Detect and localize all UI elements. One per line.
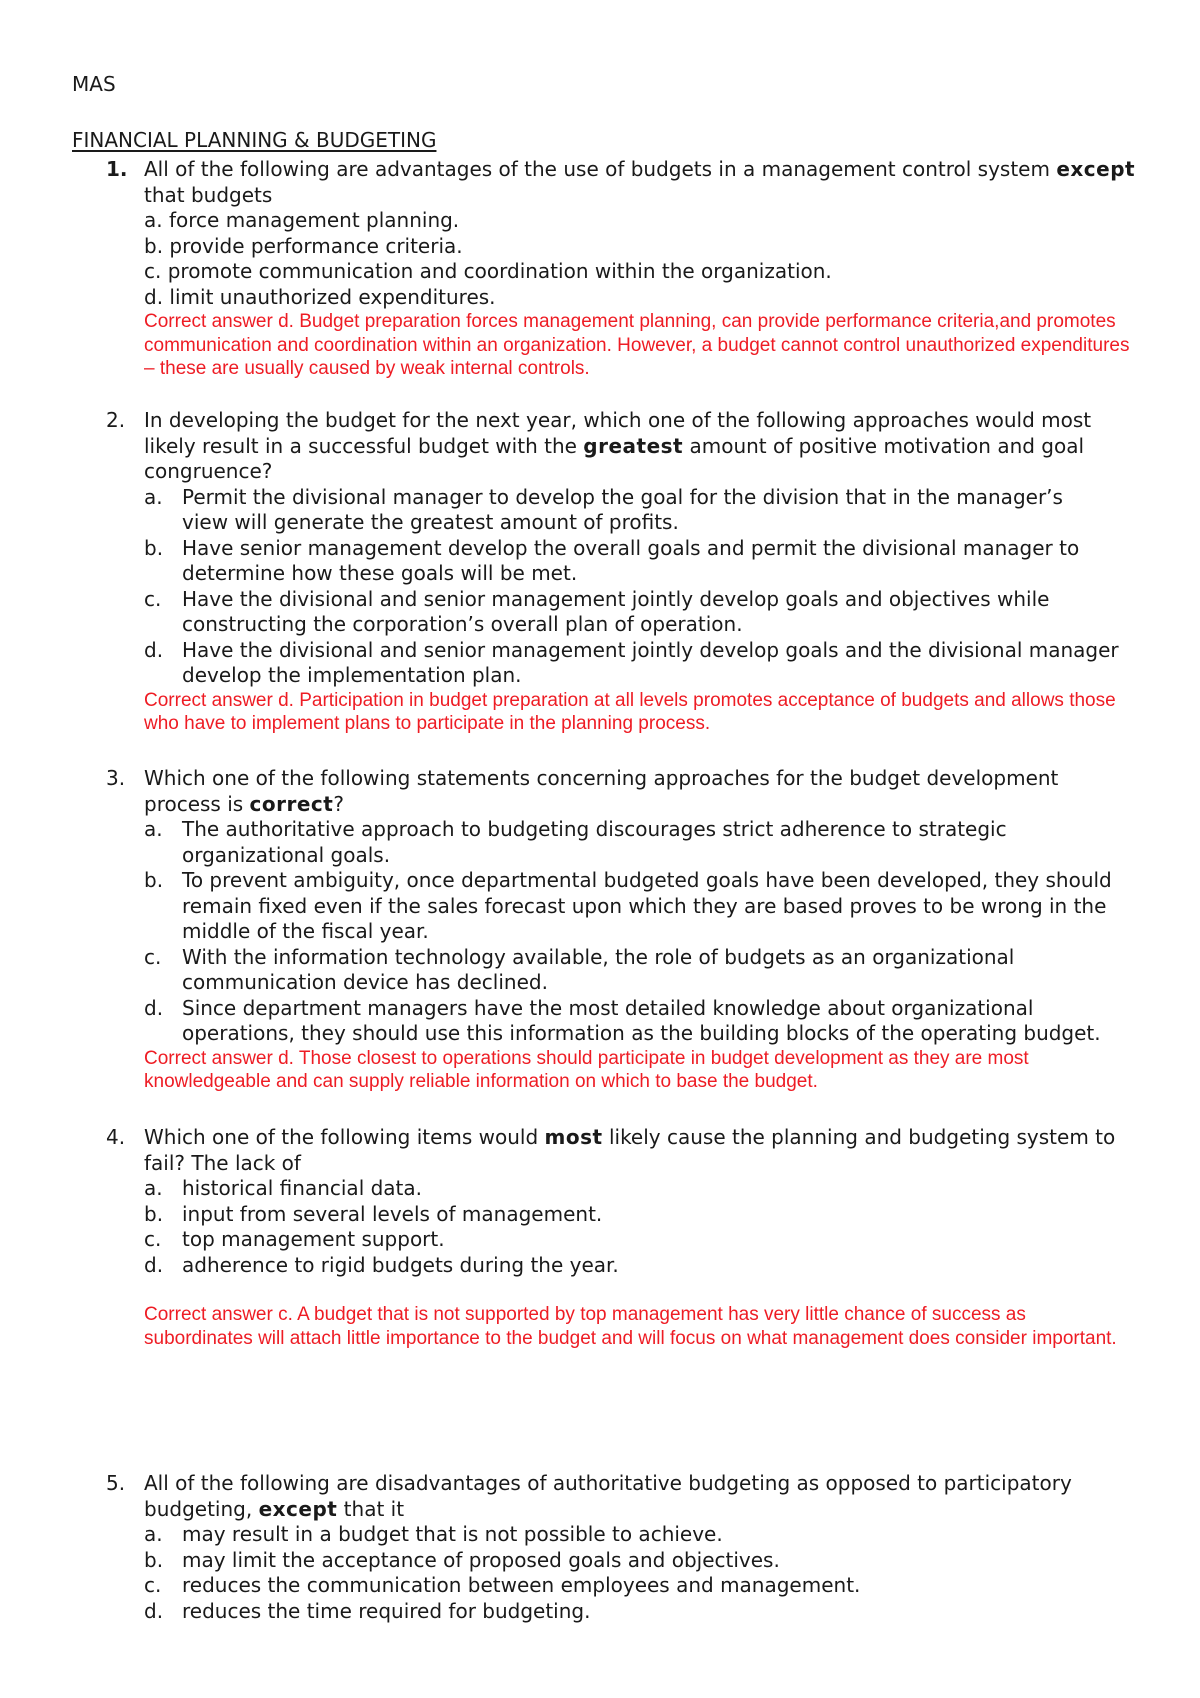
correct-answer: Correct answer d. Those closest to operations should participate in budget development as they are most knowledgeable and can supply reliable information on which to base the budget. [144, 1047, 1029, 1092]
question-number: 4. [106, 1125, 126, 1149]
option-b: b. To prevent ambiguity, once departmental budgeted goals have been developed, they should remain fixed even if the sales forecast upon which they are based proves to be wrong in the middle of the fiscal year. [144, 868, 1112, 943]
option-d: d. Since department managers have the most detailed knowledge about organizational operations, they should use this information as the building blocks of the operating budget. [144, 995, 1101, 1045]
option-a: a. may result in a budget that is not possible to achieve. [144, 1522, 723, 1546]
question-1 [106, 157, 1136, 381]
option-b: b. input from several levels of management. [144, 1201, 603, 1226]
document-header: MAS [72, 72, 116, 96]
option-letter: b. [144, 868, 164, 892]
option-c: c. top management support. [144, 1227, 445, 1251]
option-a: a. force management planning. [144, 208, 460, 232]
option-letter: b. [144, 1547, 164, 1572]
option-b: b. may limit the acceptance of proposed goals and objectives. [144, 1547, 780, 1572]
option-letter: a. [144, 1522, 163, 1546]
option-a: a. Permit the divisional manager to develop the goal for the division that in the manager’s view will generate the greatest amount of profits. [144, 484, 1063, 534]
option-letter: d. [144, 1252, 164, 1277]
option-c: c. With the information technology available, the role of budgets as an organizational communication device has declined. [144, 944, 1015, 994]
option-c: c. Have the divisional and senior management jointly develop goals and objectives while constructing the corporation’s overall plan of operation. [144, 586, 1050, 636]
correct-answer: Correct answer d. Participation in budget preparation at all levels promotes acceptance of budgets and allows those who have to implement plans to participate in the planning process. [144, 689, 1116, 734]
question-number: 2. [106, 408, 126, 432]
option-c: c. reduces the communication between employees and management. [144, 1573, 861, 1597]
correct-answer: Correct answer d. Budget preparation forces management planning, can provide performance criteria,and promotes communication and coordination within an organization. However, a budget cannot control unauthorized expenditures – these are usually caused by weak internal controls. [144, 311, 1130, 379]
option-letter: b. [144, 535, 164, 560]
option-b: b. provide performance criteria. [144, 233, 463, 258]
option-d: d. reduces the time required for budgeting. [144, 1598, 591, 1623]
question-number: 1. [106, 157, 128, 181]
option-letter: d. [144, 995, 164, 1020]
question-number: 3. [106, 766, 126, 790]
option-letter: c. [144, 944, 162, 969]
option-letter: c. [144, 1573, 162, 1597]
question-5 [106, 1471, 1136, 1624]
question-stem: All of the following are advantages of the use of budgets in a management control system except that budgets [144, 157, 1136, 207]
correct-answer: Correct answer c. A budget that is not supported by top management has very little chance of success as subordinates will attach little importance to the budget and will focus on what management does consider important. [144, 1304, 1117, 1349]
option-letter: d. [144, 1598, 164, 1623]
question-stem: Which one of the following items would most likely cause the planning and budgeting system to fail? The lack of [144, 1125, 1116, 1175]
option-letter: a. [144, 484, 163, 509]
option-letter: d. [144, 637, 164, 662]
option-d: d. limit unauthorized expenditures. [144, 284, 496, 309]
option-letter: b. [144, 1201, 164, 1226]
option-b: b. Have senior management develop the overall goals and permit the divisional manager to determine how these goals will be met. [144, 535, 1080, 585]
option-letter: a. [144, 817, 163, 841]
question-stem: Which one of the following statements concerning approaches for the budget development process is correct? [144, 766, 1059, 816]
option-d: d. Have the divisional and senior management jointly develop goals and the divisional manager develop the implementation plan. [144, 637, 1119, 687]
document-title: FINANCIAL PLANNING & BUDGETING [72, 128, 437, 152]
question-4 [106, 1125, 1136, 1350]
option-d: d. adherence to rigid budgets during the year. [144, 1252, 619, 1277]
option-letter: c. [144, 1227, 162, 1251]
question-stem: All of the following are disadvantages of authoritative budgeting as opposed to participatory budgeting, except that it [144, 1471, 1072, 1521]
option-a: a. The authoritative approach to budgeting discourages strict adherence to strategic organizational goals. [144, 817, 1007, 867]
option-letter: c. [144, 586, 162, 611]
question-2 [106, 408, 1136, 736]
option-letter: a. [144, 1176, 163, 1200]
question-stem: In developing the budget for the next year, which one of the following approaches would most likely result in a successful budget with the greatest amount of positive motivation and goal congruence? [144, 408, 1092, 483]
question-3 [106, 766, 1136, 1094]
question-number: 5. [106, 1471, 126, 1495]
option-c: c. promote communication and coordination within the organization. [144, 259, 832, 283]
option-a: a. historical financial data. [144, 1176, 423, 1200]
